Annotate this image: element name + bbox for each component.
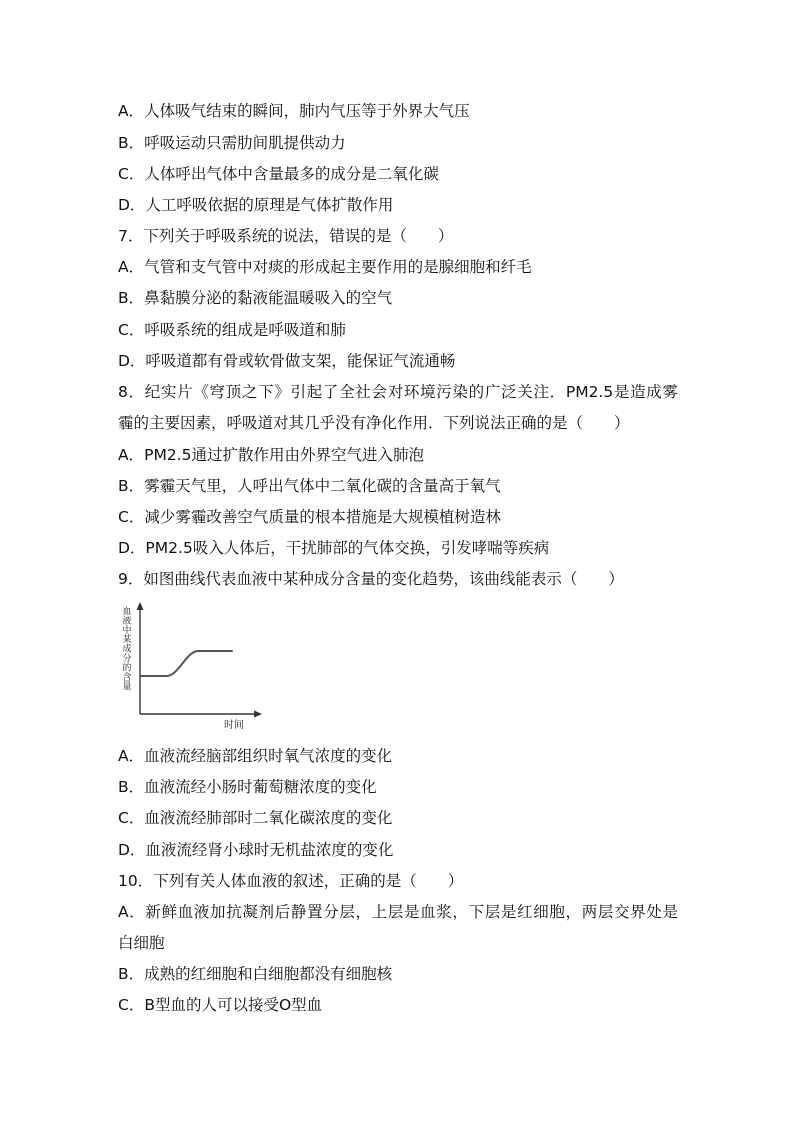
question-8-stem-2: 霾的主要因素，呼吸道对其几乎没有净化作用．下列说法正确的是（ ） bbox=[118, 414, 630, 432]
line-19: C．血液流经肺部时二氧化碳浓度的变化 bbox=[118, 809, 393, 827]
question-8-stem-1: 8．纪实片《穹顶之下》引起了全社会对环境污染的广泛关注．PM2.5是造成雾 bbox=[118, 383, 678, 401]
line-17: A．血液流经脑部组织时氧气浓度的变化 bbox=[118, 747, 393, 765]
x-axis-arrow bbox=[254, 711, 262, 718]
line-23: 白细胞 bbox=[118, 934, 165, 952]
curve-chart bbox=[116, 600, 266, 732]
line-13: B．雾霾天气里，人呼出气体中二氧化碳的含量高于氧气 bbox=[118, 477, 501, 495]
question-10-stem: 10．下列有关人体血液的叙述，正确的是（ ） bbox=[118, 872, 464, 890]
line-1: A．人体吸气结束的瞬间，肺内气压等于外界大气压 bbox=[118, 102, 470, 120]
question-9-stem: 9．如图曲线代表血液中某种成分含量的变化趋势，该曲线能表示（ ） bbox=[118, 570, 624, 588]
line-4: D．人工呼吸依据的原理是气体扩散作用 bbox=[118, 196, 394, 214]
x-axis-label: 时间 bbox=[224, 720, 244, 731]
line-3: C．人体呼出气体中含量最多的成分是二氧化碳 bbox=[118, 165, 439, 183]
line-12: A．PM2.5通过扩散作用由外界空气进入肺泡 bbox=[118, 446, 424, 464]
y-axis-label-char: 分 bbox=[122, 654, 132, 664]
line-20: D．血液流经肾小球时无机盐浓度的变化 bbox=[118, 841, 394, 859]
line-25: C．B型血的人可以接受O型血 bbox=[118, 996, 323, 1014]
line-7: B．鼻黏膜分泌的黏液能温暖吸入的空气 bbox=[118, 289, 393, 307]
line-18: B．血液流经小肠时葡萄糖浓度的变化 bbox=[118, 778, 377, 796]
line-9: D．呼吸道都有骨或软骨做支架，能保证气流通畅 bbox=[118, 352, 456, 370]
y-axis-label-char: 量 bbox=[122, 682, 132, 693]
y-axis-arrow bbox=[137, 602, 144, 610]
y-axis-label-char: 某 bbox=[122, 635, 132, 646]
y-axis-label-char: 成 bbox=[122, 644, 132, 655]
y-axis-label-char: 含 bbox=[122, 672, 132, 683]
line-2: B．呼吸运动只需肋间肌提供动力 bbox=[118, 134, 346, 152]
line-22: A．新鲜血液加抗凝剂后静置分层，上层是血浆，下层是红细胞，两层交界处是 bbox=[118, 903, 678, 921]
y-axis-label-char: 中 bbox=[122, 625, 132, 636]
line-15: D．PM2.5吸入人体后，干扰肺部的气体交换，引发哮喘等疾病 bbox=[118, 539, 550, 557]
y-axis-label bbox=[122, 606, 131, 692]
line-14: C．减少雾霾改善空气质量的根本措施是大规模植树造林 bbox=[118, 508, 501, 526]
line-8: C．呼吸系统的组成是呼吸道和肺 bbox=[118, 321, 346, 339]
line-6: A．气管和支气管中对痰的形成起主要作用的是腺细胞和纤毛 bbox=[118, 258, 532, 276]
curve-figure bbox=[116, 600, 266, 732]
y-axis-label-char: 液 bbox=[122, 616, 132, 627]
question-7-stem: 7．下列关于呼吸系统的说法，错误的是（ ） bbox=[118, 227, 454, 245]
line-24: B．成熟的红细胞和白细胞都没有细胞核 bbox=[118, 965, 393, 983]
y-axis-label-char: 的 bbox=[122, 663, 132, 674]
series-curve bbox=[140, 651, 233, 676]
y-axis-label-char: 血 bbox=[122, 607, 132, 617]
